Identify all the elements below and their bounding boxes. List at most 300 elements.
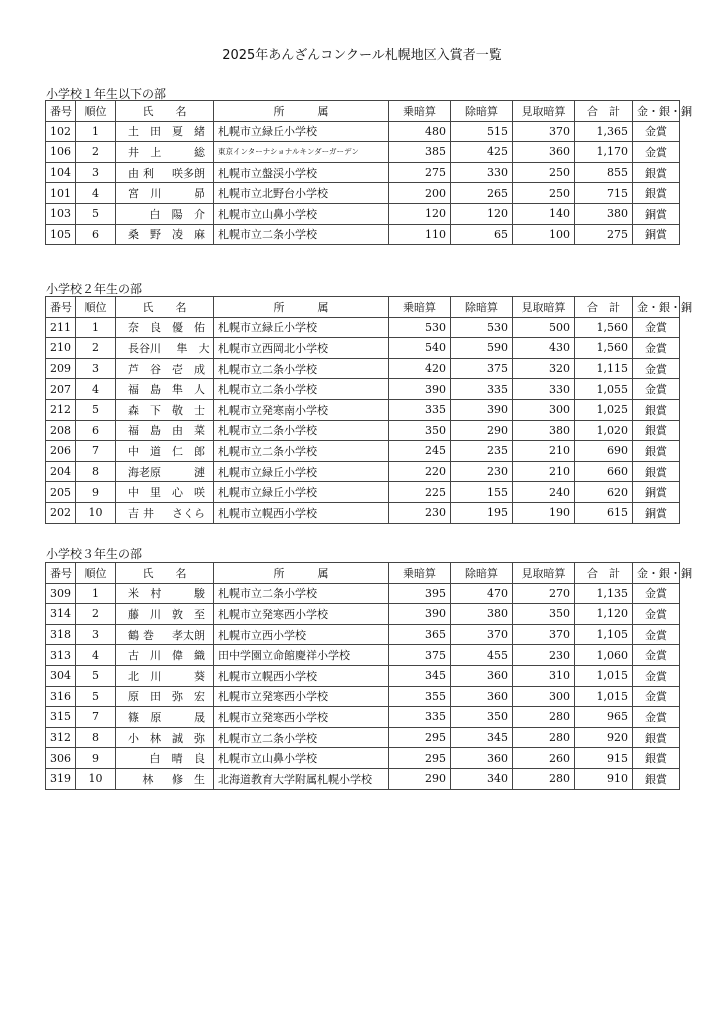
header-school: 所 属 <box>214 101 389 122</box>
score-mitori: 100 <box>513 224 575 245</box>
medal: 金賞 <box>633 583 680 604</box>
rank: 1 <box>76 121 116 142</box>
header-number: 番号 <box>46 563 76 584</box>
table-row <box>46 441 680 462</box>
table-row <box>46 461 680 482</box>
name-part: 宏 <box>194 690 205 704</box>
entry-number: 309 <box>46 583 76 604</box>
name-part: 芦 <box>128 362 139 376</box>
score-total: 910 <box>575 768 633 789</box>
rank: 5 <box>76 399 116 420</box>
table-row <box>46 183 680 204</box>
medal: 銀賞 <box>633 768 680 789</box>
table-header-row <box>46 297 680 318</box>
table-row <box>46 748 680 769</box>
school-name: 札幌市立幌西小学校 <box>214 665 389 686</box>
score-total: 965 <box>575 707 633 728</box>
name-part: 巻 <box>143 628 154 642</box>
score-mitori: 240 <box>513 482 575 503</box>
name-part: 川 <box>150 607 161 621</box>
score-mitori: 280 <box>513 727 575 748</box>
name-part: 人 <box>194 383 205 397</box>
name-part: 弥 <box>194 731 205 745</box>
table-row <box>46 482 680 503</box>
student-name <box>116 502 214 523</box>
score-div: 360 <box>451 748 513 769</box>
student-name <box>116 645 214 666</box>
name-part: さくら <box>172 506 205 520</box>
score-mul: 385 <box>389 142 451 163</box>
school-name: 札幌市立盤渓小学校 <box>214 162 389 183</box>
name-part: 村 <box>150 587 162 601</box>
score-div: 425 <box>451 142 513 163</box>
score-mul: 390 <box>389 604 451 625</box>
score-total: 1,170 <box>575 142 633 163</box>
medal: 金賞 <box>633 142 680 163</box>
header-school: 所 属 <box>214 563 389 584</box>
name-part <box>173 585 183 601</box>
score-total: 690 <box>575 441 633 462</box>
name-part: 田 <box>150 125 161 139</box>
table-row <box>46 624 680 645</box>
name-part: 井 <box>143 506 154 520</box>
header-total: 合 計 <box>575 101 633 122</box>
score-total: 1,015 <box>575 686 633 707</box>
school-name: 札幌市立北野台小学校 <box>214 183 389 204</box>
name-part: 晴 <box>171 752 183 766</box>
student-name <box>116 379 214 400</box>
entry-number: 205 <box>46 482 76 503</box>
medal: 金賞 <box>633 604 680 625</box>
score-total: 1,020 <box>575 420 633 441</box>
entry-number: 208 <box>46 420 76 441</box>
name-part: 陽 <box>171 207 183 221</box>
score-total: 920 <box>575 727 633 748</box>
page-title: 2025年あんざんコンクール札幌地区入賞者一覧 <box>222 48 502 63</box>
student-name <box>116 399 214 420</box>
score-mitori: 280 <box>513 707 575 728</box>
name-part: 井 <box>128 145 139 159</box>
score-div: 360 <box>451 686 513 707</box>
header-name: 氏 名 <box>116 563 214 584</box>
score-mitori: 270 <box>513 583 575 604</box>
medal: 銅賞 <box>633 502 680 523</box>
entry-number: 318 <box>46 624 76 645</box>
rank: 2 <box>76 604 116 625</box>
school-name: 東京インターナショナルキンダーガーデン <box>214 142 389 163</box>
score-total: 1,055 <box>575 379 633 400</box>
name-part <box>158 627 168 643</box>
score-mitori: 370 <box>513 624 575 645</box>
header-total: 合 計 <box>575 563 633 584</box>
medal: 金賞 <box>633 121 680 142</box>
name-part: 谷 <box>150 362 161 376</box>
header-div: 除暗算 <box>451 297 513 318</box>
score-mul: 345 <box>389 665 451 686</box>
name-part: 総 <box>193 145 205 159</box>
medal: 金賞 <box>633 707 680 728</box>
results-table-grade1 <box>45 100 692 245</box>
name-part: 駿 <box>193 587 205 601</box>
name-part: 葵 <box>193 669 205 683</box>
score-mul: 275 <box>389 162 451 183</box>
name-part: 福 <box>128 424 139 438</box>
score-mitori: 330 <box>513 379 575 400</box>
table-row <box>46 727 680 748</box>
score-div: 350 <box>451 707 513 728</box>
medal: 金賞 <box>633 379 680 400</box>
score-mul: 200 <box>389 183 451 204</box>
name-part: 林 <box>150 731 161 745</box>
rank: 4 <box>76 183 116 204</box>
table-row <box>46 379 680 400</box>
score-mitori: 210 <box>513 441 575 462</box>
name-part: 道 <box>150 444 161 458</box>
table-row <box>46 768 680 789</box>
name-part: 桑 <box>128 228 139 242</box>
name-part: 晟 <box>193 710 205 724</box>
school-name: 札幌市立二条小学校 <box>214 358 389 379</box>
name-part: 良 <box>150 321 161 335</box>
table-row <box>46 707 680 728</box>
name-part: 漣 <box>193 465 205 479</box>
header-medal: 金・銀・銅 <box>633 101 680 122</box>
section-title-grade2: 小学校２年生の部 <box>46 282 143 296</box>
header-mul: 乗暗算 <box>389 563 451 584</box>
entry-number: 312 <box>46 727 76 748</box>
name-part: 奈 <box>128 321 139 335</box>
entry-number: 314 <box>46 604 76 625</box>
name-part: 隼 大 <box>176 341 210 355</box>
student-name <box>116 665 214 686</box>
name-part: 原 <box>128 690 139 704</box>
header-mit: 見取暗算 <box>513 563 575 584</box>
score-mitori: 280 <box>513 768 575 789</box>
header-div: 除暗算 <box>451 101 513 122</box>
table-row <box>46 203 680 224</box>
rank: 6 <box>76 420 116 441</box>
medal: 銀賞 <box>633 162 680 183</box>
student-name <box>116 317 214 338</box>
name-part: 下 <box>150 403 161 417</box>
school-name: 札幌市立二条小学校 <box>214 420 389 441</box>
rank: 8 <box>76 727 116 748</box>
name-part: 孝太朗 <box>172 628 205 642</box>
header-medal: 金・銀・銅 <box>633 297 680 318</box>
score-mul: 230 <box>389 502 451 523</box>
name-part <box>128 750 138 766</box>
name-part: 仁 <box>172 444 183 458</box>
score-mitori: 320 <box>513 358 575 379</box>
name-part: 優 <box>172 321 183 335</box>
name-part: 白 <box>149 207 161 221</box>
name-part <box>173 185 183 201</box>
medal: 銀賞 <box>633 461 680 482</box>
entry-number: 102 <box>46 121 76 142</box>
header-mit: 見取暗算 <box>513 297 575 318</box>
name-part <box>158 165 168 181</box>
score-div: 290 <box>451 420 513 441</box>
score-div: 120 <box>451 203 513 224</box>
name-part: 菜 <box>194 424 205 438</box>
student-name <box>116 604 214 625</box>
table-row <box>46 121 680 142</box>
name-part: 壱 <box>172 362 183 376</box>
entry-number: 210 <box>46 338 76 359</box>
score-mitori: 300 <box>513 399 575 420</box>
student-name <box>116 224 214 245</box>
school-name: 札幌市立発寒西小学校 <box>214 707 389 728</box>
score-total: 1,025 <box>575 399 633 420</box>
score-mul: 365 <box>389 624 451 645</box>
school-name: 田中学園立命館慶祥小学校 <box>214 645 389 666</box>
name-part: 吉 <box>128 506 139 520</box>
score-mul: 110 <box>389 224 451 245</box>
name-part: 成 <box>194 362 205 376</box>
score-mul: 480 <box>389 121 451 142</box>
score-mitori: 370 <box>513 121 575 142</box>
header-rank: 順位 <box>76 297 116 318</box>
score-div: 155 <box>451 482 513 503</box>
header-number: 番号 <box>46 101 76 122</box>
name-part: 利 <box>143 166 154 180</box>
entry-number: 212 <box>46 399 76 420</box>
score-mul: 225 <box>389 482 451 503</box>
name-part: 緒 <box>194 125 205 139</box>
name-part: 夏 <box>172 125 183 139</box>
score-div: 345 <box>451 727 513 748</box>
school-name: 札幌市立発寒南小学校 <box>214 399 389 420</box>
score-mitori: 380 <box>513 420 575 441</box>
name-part: 心 <box>172 486 183 500</box>
score-div: 470 <box>451 583 513 604</box>
score-mitori: 300 <box>513 686 575 707</box>
table-row <box>46 604 680 625</box>
score-total: 620 <box>575 482 633 503</box>
score-mul: 420 <box>389 358 451 379</box>
score-mul: 540 <box>389 338 451 359</box>
name-part: 敦 <box>172 607 183 621</box>
name-part: 鶴 <box>128 628 139 642</box>
student-name <box>116 583 214 604</box>
rank: 5 <box>76 665 116 686</box>
score-mul: 335 <box>389 399 451 420</box>
score-mitori: 350 <box>513 604 575 625</box>
school-name: 札幌市立発寒西小学校 <box>214 604 389 625</box>
student-name <box>116 748 214 769</box>
name-part <box>180 464 190 480</box>
student-name <box>116 358 214 379</box>
school-name: 札幌市立緑丘小学校 <box>214 482 389 503</box>
school-name: 札幌市立西岡北小学校 <box>214 338 389 359</box>
score-div: 375 <box>451 358 513 379</box>
name-part <box>173 144 183 160</box>
school-name: 札幌市立山鼻小学校 <box>214 203 389 224</box>
table-row <box>46 358 680 379</box>
entry-number: 202 <box>46 502 76 523</box>
section-title-grade3: 小学校３年生の部 <box>46 547 143 561</box>
rank: 1 <box>76 583 116 604</box>
name-part: 弥 <box>172 690 183 704</box>
medal: 銀賞 <box>633 399 680 420</box>
score-mitori: 500 <box>513 317 575 338</box>
table-row <box>46 583 680 604</box>
score-mitori: 360 <box>513 142 575 163</box>
student-name <box>116 121 214 142</box>
score-div: 590 <box>451 338 513 359</box>
score-mul: 390 <box>389 379 451 400</box>
name-part: 林 <box>142 772 154 786</box>
name-part: 凌 <box>172 228 183 242</box>
school-name: 札幌市立緑丘小学校 <box>214 317 389 338</box>
student-name <box>116 461 214 482</box>
school-name: 北海道教育大学附属札幌小学校 <box>214 768 389 789</box>
medal: 銀賞 <box>633 727 680 748</box>
entry-number: 105 <box>46 224 76 245</box>
name-part: 森 <box>128 403 139 417</box>
score-mul: 220 <box>389 461 451 482</box>
entry-number: 209 <box>46 358 76 379</box>
medal: 銀賞 <box>633 441 680 462</box>
header-mit: 見取暗算 <box>513 101 575 122</box>
table-row <box>46 338 680 359</box>
name-part: 島 <box>150 383 161 397</box>
score-mul: 530 <box>389 317 451 338</box>
name-part: 川 <box>150 649 161 663</box>
header-total: 合 計 <box>575 297 633 318</box>
rank: 4 <box>76 645 116 666</box>
school-name: 札幌市立二条小学校 <box>214 224 389 245</box>
results-table-grade2 <box>45 296 692 524</box>
name-part: 良 <box>193 752 205 766</box>
name-part: 佑 <box>194 321 205 335</box>
name-part <box>128 206 138 222</box>
name-part <box>165 464 175 480</box>
name-part: 上 <box>150 145 162 159</box>
student-name <box>116 624 214 645</box>
score-mul: 295 <box>389 727 451 748</box>
name-part: 白 <box>149 752 161 766</box>
entry-number: 106 <box>46 142 76 163</box>
table-row <box>46 420 680 441</box>
name-part: 篠 <box>128 710 139 724</box>
name-part: 咲多朗 <box>172 166 205 180</box>
rank: 1 <box>76 317 116 338</box>
school-name: 札幌市立緑丘小学校 <box>214 121 389 142</box>
name-part: 福 <box>128 383 139 397</box>
student-name <box>116 203 214 224</box>
name-part: 敬 <box>172 403 183 417</box>
score-div: 265 <box>451 183 513 204</box>
student-name <box>116 142 214 163</box>
name-part: 麻 <box>194 228 205 242</box>
entry-number: 315 <box>46 707 76 728</box>
student-name <box>116 727 214 748</box>
table-row <box>46 317 680 338</box>
school-name: 札幌市立発寒西小学校 <box>214 686 389 707</box>
score-mul: 295 <box>389 748 451 769</box>
student-name <box>116 420 214 441</box>
medal: 銀賞 <box>633 748 680 769</box>
entry-number: 211 <box>46 317 76 338</box>
score-mul: 335 <box>389 707 451 728</box>
score-total: 1,365 <box>575 121 633 142</box>
entry-number: 101 <box>46 183 76 204</box>
score-total: 1,560 <box>575 317 633 338</box>
rank: 3 <box>76 624 116 645</box>
entry-number: 207 <box>46 379 76 400</box>
medal: 金賞 <box>633 624 680 645</box>
school-name: 札幌市立二条小学校 <box>214 583 389 604</box>
name-part: 古 <box>128 649 139 663</box>
rank: 7 <box>76 707 116 728</box>
name-part: 川 <box>150 187 162 201</box>
student-name <box>116 183 214 204</box>
rank: 3 <box>76 358 116 379</box>
score-mitori: 190 <box>513 502 575 523</box>
name-part: 藤 <box>128 607 139 621</box>
header-name: 氏 名 <box>116 101 214 122</box>
header-school: 所 属 <box>214 297 389 318</box>
school-name: 札幌市立幌西小学校 <box>214 502 389 523</box>
name-part: 咲 <box>194 486 205 500</box>
name-part: 米 <box>128 587 139 601</box>
table-row <box>46 224 680 245</box>
name-part: 里 <box>150 486 161 500</box>
score-total: 275 <box>575 224 633 245</box>
score-div: 530 <box>451 317 513 338</box>
score-div: 390 <box>451 399 513 420</box>
score-mul: 290 <box>389 768 451 789</box>
entry-number: 206 <box>46 441 76 462</box>
name-part: 織 <box>194 649 205 663</box>
name-part: 土 <box>128 125 139 139</box>
header-medal: 金・銀・銅 <box>633 563 680 584</box>
name-part: 中 <box>128 486 139 500</box>
score-total: 1,105 <box>575 624 633 645</box>
score-mitori: 250 <box>513 162 575 183</box>
results-table-grade3 <box>45 562 692 790</box>
name-part: 海老原 <box>128 465 161 479</box>
medal: 銅賞 <box>633 482 680 503</box>
score-div: 65 <box>451 224 513 245</box>
name-part: 川 <box>150 669 162 683</box>
header-mul: 乗暗算 <box>389 297 451 318</box>
name-part: 誠 <box>172 731 183 745</box>
header-name: 氏 名 <box>116 297 214 318</box>
header-mul: 乗暗算 <box>389 101 451 122</box>
score-mul: 350 <box>389 420 451 441</box>
name-part <box>167 340 177 356</box>
score-div: 195 <box>451 502 513 523</box>
score-div: 235 <box>451 441 513 462</box>
score-mul: 245 <box>389 441 451 462</box>
score-mitori: 260 <box>513 748 575 769</box>
rank: 10 <box>76 768 116 789</box>
score-div: 360 <box>451 665 513 686</box>
score-total: 715 <box>575 183 633 204</box>
entry-number: 313 <box>46 645 76 666</box>
header-div: 除暗算 <box>451 563 513 584</box>
entry-number: 316 <box>46 686 76 707</box>
score-mitori: 210 <box>513 461 575 482</box>
score-total: 380 <box>575 203 633 224</box>
name-part <box>173 709 183 725</box>
header-rank: 順位 <box>76 101 116 122</box>
table-row <box>46 665 680 686</box>
name-part: 昴 <box>193 187 205 201</box>
name-part <box>157 340 167 356</box>
